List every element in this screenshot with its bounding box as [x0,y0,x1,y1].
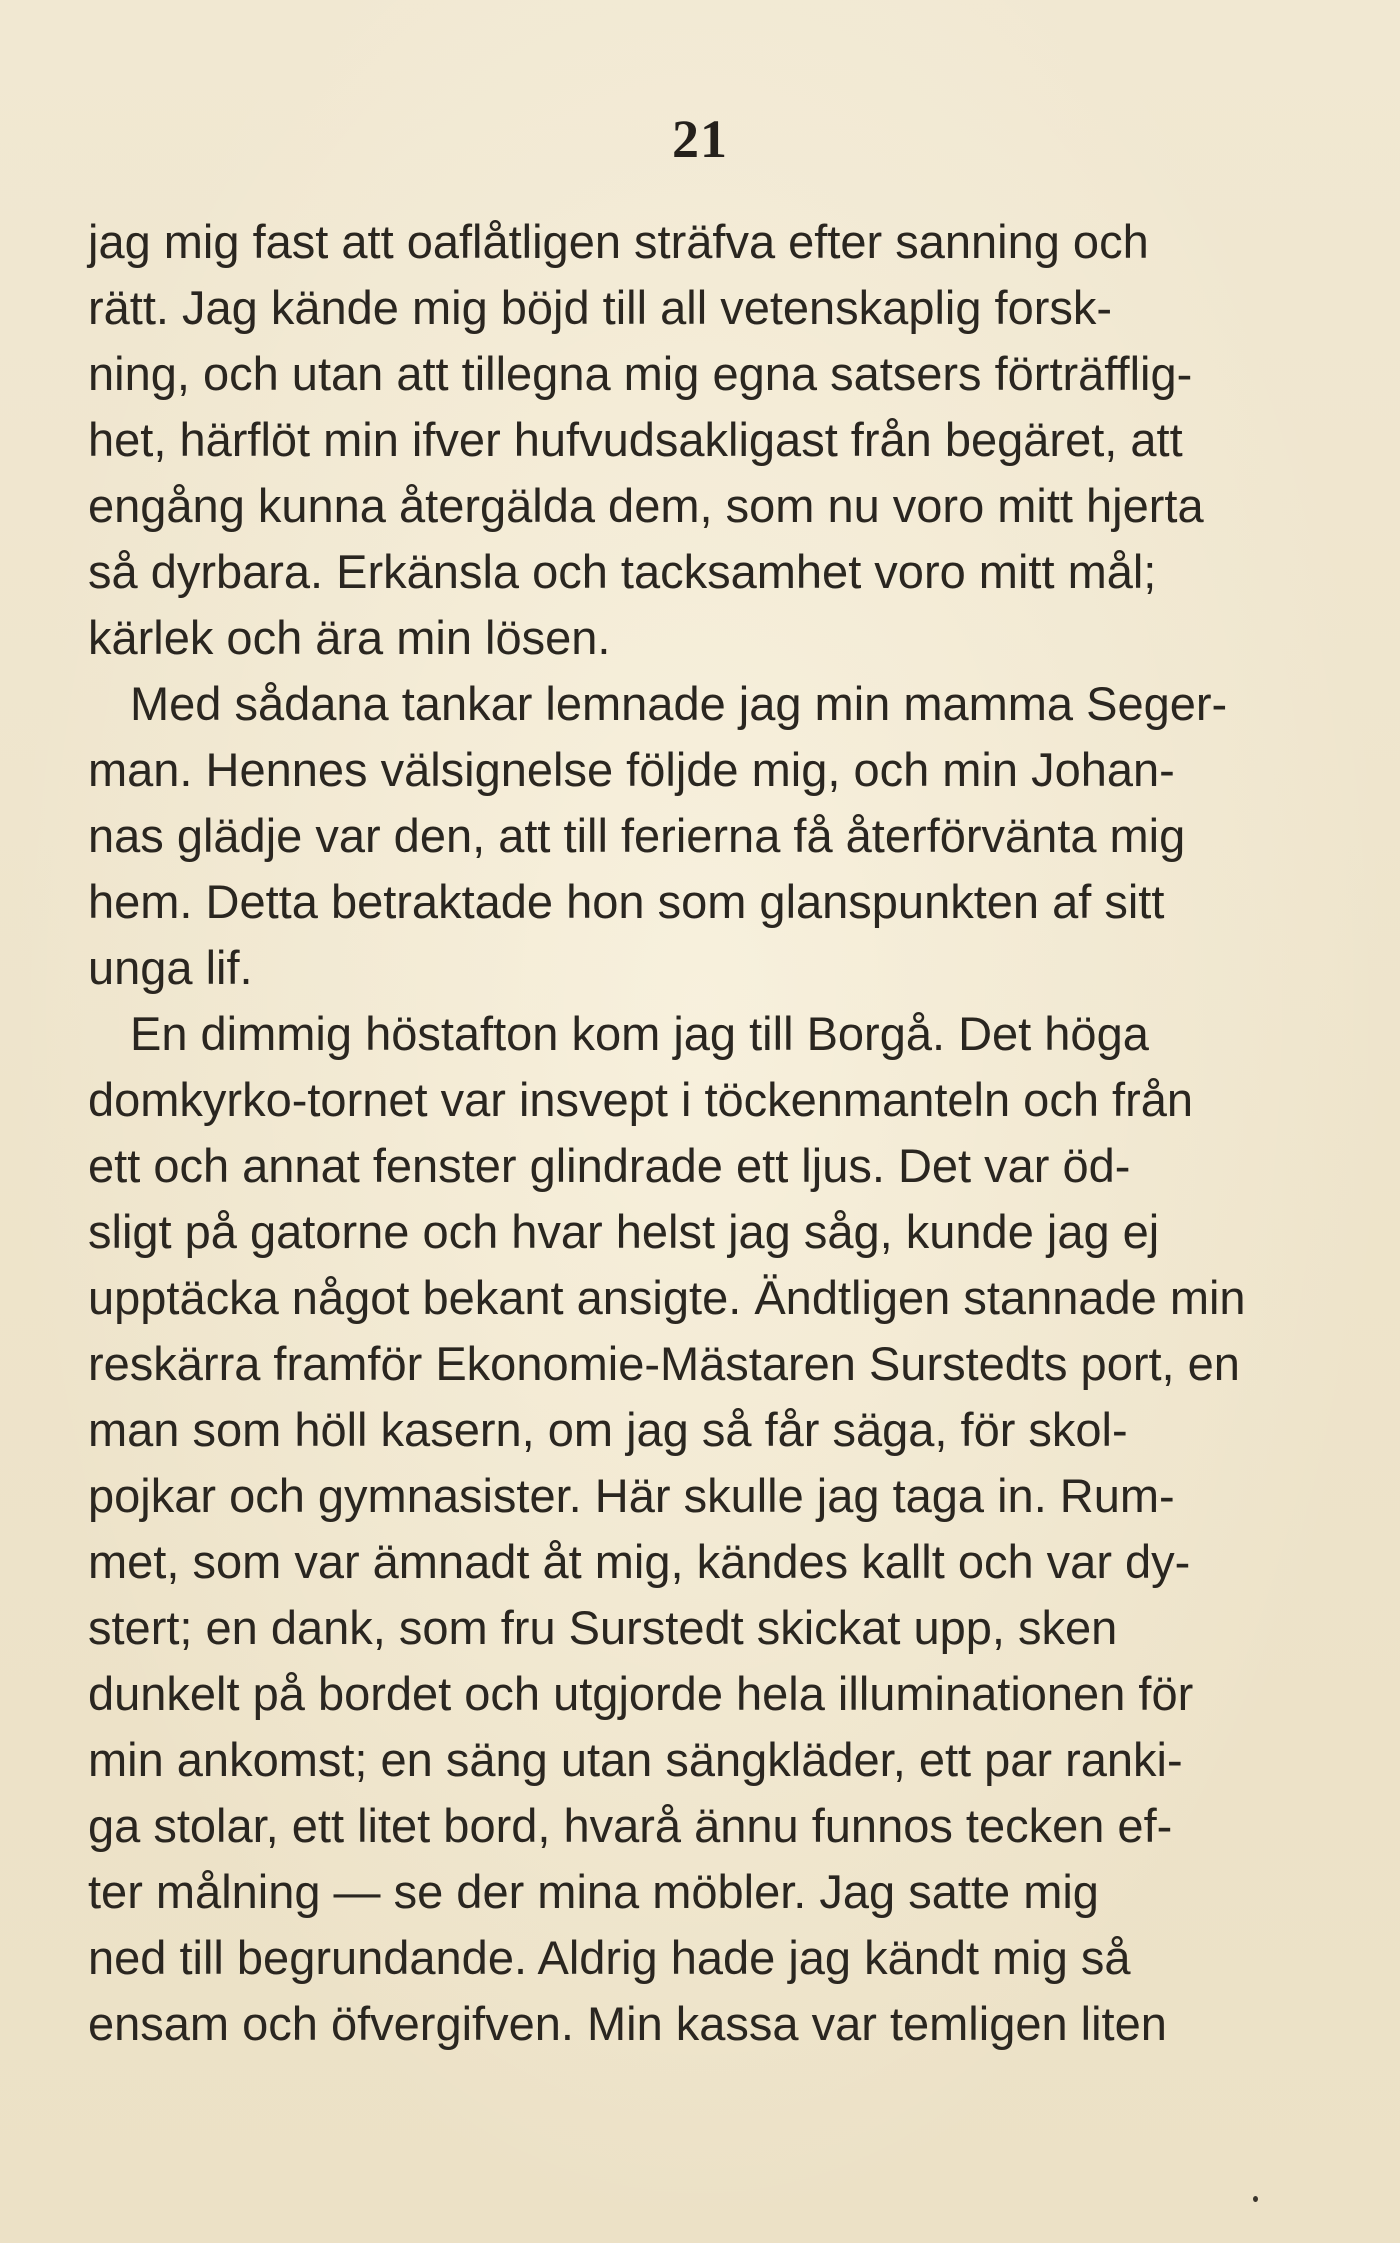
text-line: nas glädje var den, att till ferierna få återförvänta mig [88,809,1186,862]
text-line: stert; en dank, som fru Surstedt skickat upp, sken [88,1601,1118,1654]
text-line: reskärra framför Ekonomie-Mästaren Surstedts port, en [88,1337,1240,1390]
text-line: ga stolar, ett litet bord, hvarå ännu funnos tecken ef- [88,1799,1173,1852]
text-line: så dyrbara. Erkänsla och tacksamhet voro mitt mål; [88,545,1157,598]
text-line: engång kunna återgälda dem, som nu voro mitt hjerta [88,479,1204,532]
text-line: ensam och öfvergifven. Min kassa var temligen liten [88,1997,1167,2050]
text-line: hem. Detta betraktade hon som glanspunkten af sitt [88,875,1165,928]
text-line: het, härflöt min ifver hufvudsakligast från begäret, att [88,413,1183,466]
text-line: ned till begrundande. Aldrig hade jag kändt mig så [88,1931,1131,1984]
text-line: min ankomst; en säng utan sängkläder, ett par ranki- [88,1733,1183,1786]
text-line: kärlek och ära min lösen. [88,611,611,664]
text-line: sligt på gatorne och hvar helst jag såg, kunde jag ej [88,1205,1160,1258]
text-line: jag mig fast att oaflåtligen sträfva efter sanning och [88,215,1149,268]
text-line: Med sådana tankar lemnade jag min mamma Seger- [130,677,1228,730]
text-line: unga lif. [88,941,253,994]
text-line: domkyrko-tornet var insvept i töckenmanteln och från [88,1073,1194,1126]
text-line: dunkelt på bordet och utgjorde hela illuminationen för [88,1667,1194,1720]
text-line: ning, och utan att tillegna mig egna satsers förträfflig- [88,347,1193,400]
text-line: upptäcka något bekant ansigte. Ändtligen stannade min [88,1271,1246,1324]
text-line: pojkar och gymnasister. Här skulle jag taga in. Rum- [88,1469,1175,1522]
text-line: ett och annat fenster glindrade ett ljus. Det var öd- [88,1139,1131,1192]
text-line: met, som var ämnadt åt mig, kändes kallt och var dy- [88,1535,1191,1588]
text-line: man som höll kasern, om jag så får säga, för skol- [88,1403,1128,1456]
text-line: rätt. Jag kände mig böjd till all vetenskaplig forsk- [88,281,1113,334]
page-number: 21 [672,109,728,169]
text-line: ter målning — se der mina möbler. Jag satte mig [88,1865,1099,1918]
text-line: man. Hennes välsignelse följde mig, och min Johan- [88,743,1175,796]
text-line: En dimmig höstafton kom jag till Borgå. Det höga [130,1007,1149,1060]
ink-speck [1253,2196,1258,2202]
